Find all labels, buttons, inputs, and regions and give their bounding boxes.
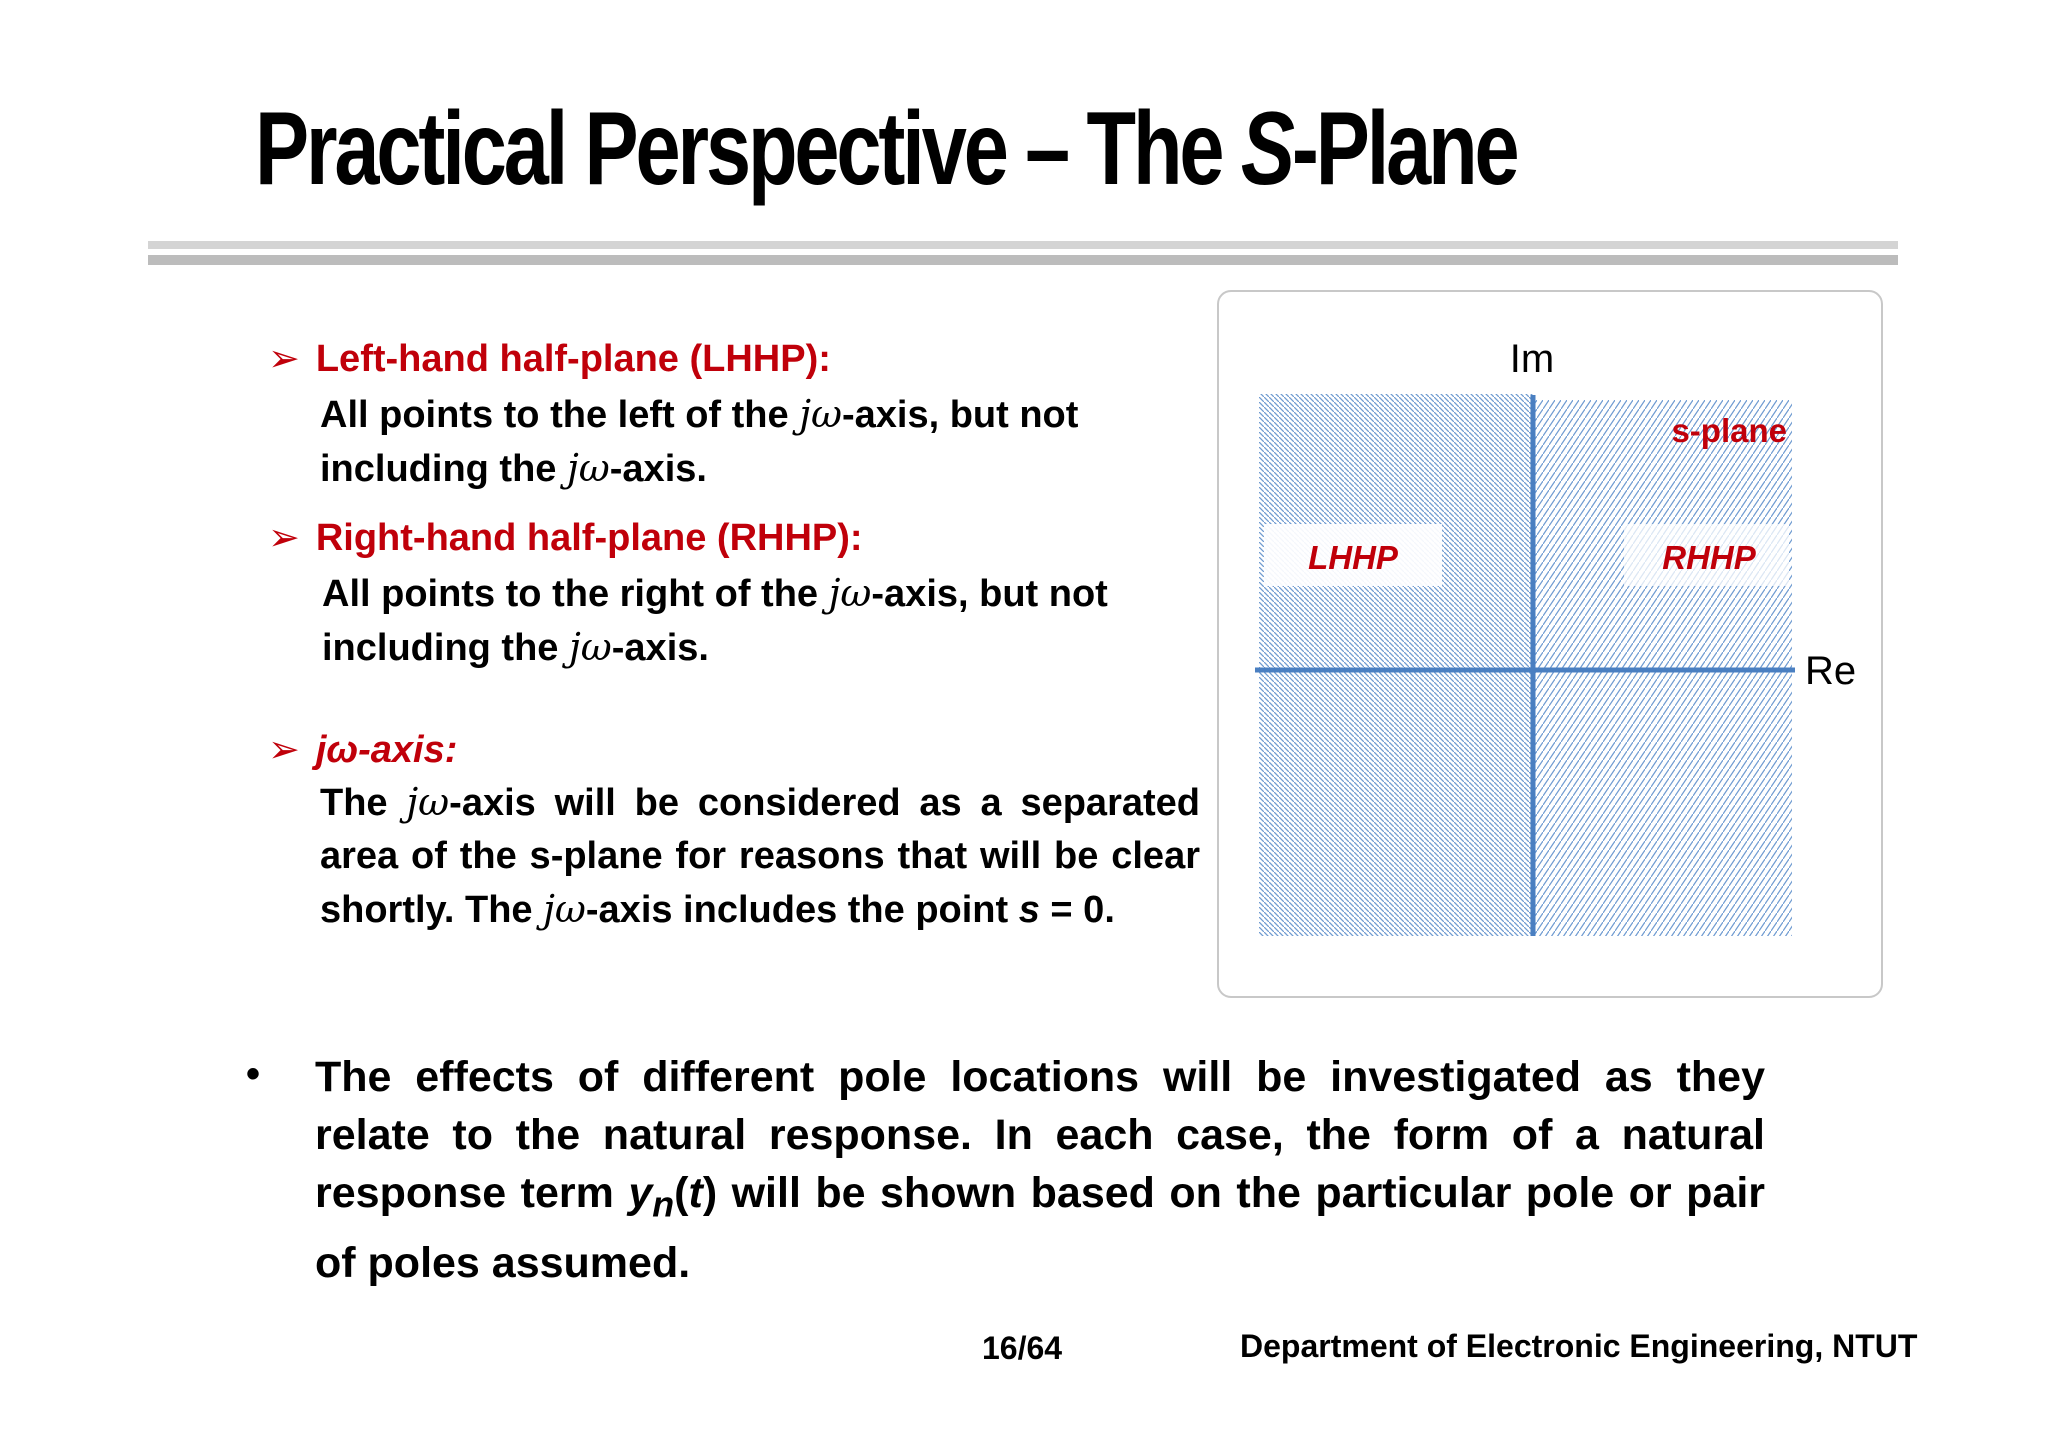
title-divider-top	[148, 241, 1898, 249]
arrow-bullet-icon: ➢	[268, 729, 300, 771]
department-footer: Department of Electronic Engineering, NTUT	[1240, 1328, 1918, 1364]
natural-response-paragraph: The effects of different pole locations will be investigated as they relate to the natural response. In each case, the form of a natural response term $y_n(t)$ will be shown based on the particular pole or pair of poles assumed.	[315, 1053, 1765, 1287]
rhhp-line-1: All points to the right of the jω-axis, but not	[322, 571, 1108, 615]
title-divider-bottom	[148, 255, 1898, 265]
im-label: Im	[1509, 337, 1555, 381]
lhhp-body	[320, 388, 1078, 496]
re-label: Re	[1805, 649, 1857, 693]
s-plane-svg	[1219, 292, 1881, 996]
rhhp-line-2: including the jω-axis.	[322, 625, 709, 669]
bullet-icon: •	[246, 1052, 261, 1096]
lhhp-heading: ➢ Left-hand half-plane (LHHP):	[268, 338, 831, 380]
arrow-bullet-icon: ➢	[268, 517, 300, 559]
slide-title	[255, 92, 1517, 206]
jw-axis-body: The jω-axis will be considered as a separated area of the s-plane for reasons that will be clear shortly. The jω-axis includes the point s = 0.	[320, 780, 1200, 931]
rhhp-body	[322, 567, 1108, 675]
s-plane-label: s-plane	[1671, 412, 1787, 449]
lhhp-label: LHHP	[1308, 539, 1398, 576]
title-suffix: -Plane	[1291, 91, 1517, 207]
s-plane-diagram	[1217, 290, 1883, 998]
title-s-italic: S	[1240, 91, 1292, 207]
arrow-bullet-icon: ➢	[268, 338, 300, 380]
lhhp-line-2: including the jω-axis.	[320, 446, 707, 490]
rhhp-label: RHHP	[1662, 539, 1756, 576]
title-prefix: Practical Perspective – The	[255, 91, 1241, 207]
jw-axis-heading: ➢ jω-axis:	[268, 729, 458, 771]
lhhp-region	[1259, 394, 1535, 936]
lhhp-line-1: All points to the left of the jω-axis, but not	[320, 392, 1079, 436]
rhhp-heading: ➢ Right-hand half-plane (RHHP):	[268, 517, 863, 559]
page-number: 16/64	[982, 1330, 1063, 1366]
